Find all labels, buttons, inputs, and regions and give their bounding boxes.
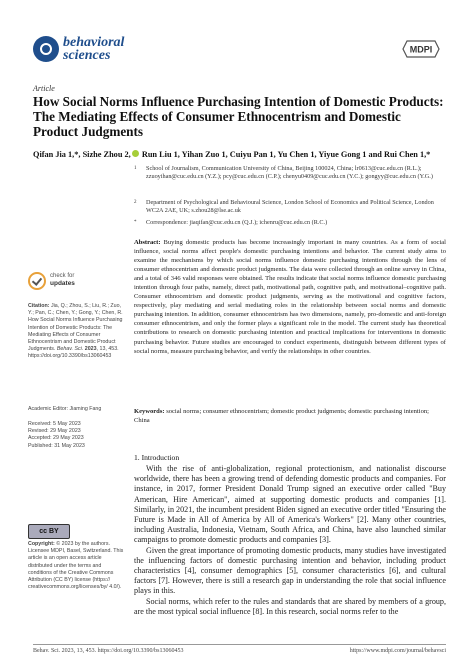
article-title: How Social Norms Influence Purchasing Intention of Domestic Products: The Mediating Effects of Consumer Ethnocentrism and Domestic Product Judgments (33, 94, 444, 139)
author[interactable]: and Rui Chen 1,* (368, 150, 431, 159)
journal-name-line2: sciences (63, 48, 111, 63)
copyright: Copyright: © 2023 by the authors. Licensee MDPI, Basel, Switzerland. This article is an open access article distributed under the terms and conditions of the Creative Commons Attribution (CC BY) license (https:// creativecommons.org/licenses/by/ 4.0/). (28, 541, 124, 591)
keywords-text: social norms; consumer ethnocentrism; domestic product judgments; domestic purchasing intention; China (134, 408, 429, 424)
revised-date: Revised: 29 May 2023 (28, 428, 81, 435)
check-for-updates-button[interactable]: check for updates (28, 272, 98, 294)
author[interactable]: Run Liu 1, (141, 150, 180, 159)
academic-editor: Academic Editor: Jiaming Fang (28, 406, 102, 412)
accepted-date: Accepted: 29 May 2023 (28, 435, 84, 442)
mdpi-logo-icon (399, 38, 443, 60)
keywords (134, 407, 446, 425)
paragraph: With the rise of anti-globalization, regional protectionism, and nationalist discourse worldwide, there has been a growing trend of defending domestic products and companies. For instance, in 2017, former President Donald Trump signed an executive order called "Buy American, Hire American", aimed at supporting domestic products and companies [1]. Similarly, in 2021, the incumbent president Biden signed an executive order titled "Ensuring the Future is Made in All of America by All of America's Workers" [2]. Many other countries, including Australia, Indonesia, Vietnam, South Africa, and China, have also launched similar campaigns to promote domestic products and companies [3]. (134, 464, 446, 545)
published-date: Published: 31 May 2023 (28, 442, 85, 449)
journal-name (63, 36, 124, 62)
section-heading: 1. Introduction (134, 453, 180, 462)
mdpi-label: MDPI (409, 44, 433, 55)
affiliation-1: 1 School of Journalism, Communication University of China, Beijing 100024, China; lr0613@cuc.edu.cn (R.L.); zzuoyihan@cuc.edu.cn (Y.Z.); pcy@cuc.edu.cn (C.P.); chenyu0409@cuc.edu.cn (Y.C.); gongyy@cuc.edu.cn (Y.G.) (134, 165, 433, 180)
footer-journal-link[interactable]: https://www.mdpi.com/journal/behavsci (349, 648, 446, 654)
keywords-label: Keywords: (134, 408, 165, 415)
abstract-text: Buying domestic products has become increasingly important in many countries. As a form of social influence, social norms affect people's domestic purchasing intentions and behavior. The current study aims to examine the mechanisms by which social norms influence domestic purchasing intentions through the lens of consumer ethnocentrism and domestic product judgments. The data were collected through an online survey in China, and a total of 346 valid responses were obtained. The results indicate that social norms influence domestic purchasing intention through four paths, namely, direct path, motivational path, cognitive path, and motivational–cognitive path. Consumer ethnocentrism and domestic product judgments, serving as the motivational and cognitive factors, respectively, play mediating and serial mediating roles in the relationship between social norms and domestic purchasing intention. In addition, consumer ethnocentrism has two dimensions, namely, pro-domestic and anti-foreign consumer ethnocentrism, and only the former plays a significant role in the model. The current study has theoretical contributions to research on domestic purchasing intention and practical implications for interventions in domestic purchasing behavior. Future studies are encouraged to conduct experiments, distinguish between different types of social norms, measure purchasing behavior, and verify the relationships in other countries. (134, 239, 446, 355)
author[interactable]: Yu Chen 1, (277, 150, 317, 159)
footer-divider (33, 644, 446, 645)
author-list (33, 150, 453, 159)
article-type: Article (33, 84, 55, 93)
paragraph: Social norms, which refer to the rules and standards that are shared by members of a group, are the most typical social influence [8]. In this research, social norms refer to the (134, 596, 446, 616)
footer-citation: Behav. Sci. 2023, 13, 453. https://doi.org/10.3390/bs13060453 (33, 648, 184, 654)
abstract (134, 238, 446, 356)
introduction-body (134, 464, 446, 617)
paragraph: Given the great importance of promoting domestic products, many studies have investigated the influencing factors of domestic purchasing intention and behavior, including product characteristics [4], consumer demographics [5], consumer characteristics [6], and cultural factors [7]. However, there is still a research gap in understanding the role that social influence plays in this. (134, 545, 446, 596)
check-updates-icon (28, 272, 46, 290)
abstract-label: Abstract: (134, 239, 161, 246)
publication-dates (28, 421, 124, 450)
cc-by-license-badge[interactable]: cc BY (28, 524, 70, 539)
author[interactable]: Yiyue Gong 1 (318, 150, 367, 159)
orcid-icon[interactable] (132, 150, 139, 157)
citation: Citation: Jia, Q.; Zhou, S.; Liu, R.; Zuo, Y.; Pan, C.; Chen, Y.; Gong, Y.; Chen, R. How Social Norms Influence Purchasing Intention of Domestic Products: The Mediating Effects of Consumer Ethnocentrism and Domestic Product Judgments. Behav. Sci. 2023, 13, 453. https://doi.org/10.3390/bs13060453 (28, 303, 123, 360)
author[interactable]: Yihan Zuo 1, (181, 150, 228, 159)
correspondence: * Correspondence: jiaqifan@cuc.edu.cn (Q.J.); ichenru@cuc.edu.cn (R.C.) (134, 219, 328, 226)
journal-logo-icon (33, 36, 59, 62)
author[interactable]: Cuiyu Pan 1, (229, 150, 276, 159)
journal-name-line1: behavioral (63, 35, 125, 50)
received-date: Received: 5 May 2023 (28, 421, 81, 427)
author[interactable]: Sizhe Zhou 2, (83, 150, 140, 159)
affiliation-2: 2 Department of Psychological and Behavioural Science, London School of Economics and Political Science, London WC2A 2AE, UK; s.zhou28@lse.ac.uk (134, 199, 434, 214)
author[interactable]: Qifan Jia 1,*, (33, 150, 81, 159)
